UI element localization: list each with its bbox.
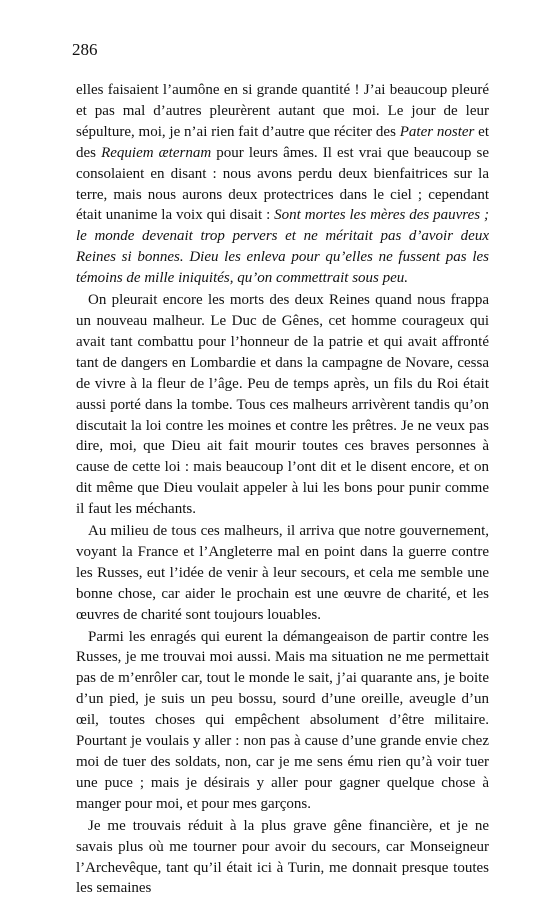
body-text xyxy=(76,80,489,899)
italic-text: Requiem æternam xyxy=(101,144,212,161)
paragraph xyxy=(76,627,489,815)
paragraph xyxy=(76,521,489,626)
paragraph-text: elles faisaient l’aumône en si grande quantité ! J’ai beaucoup pleuré et pas mal d’autres pleurèrent autant que moi. Le jour de leur sépulture, moi, je n’ai rien fait d’autre que réciter des xyxy=(76,82,489,140)
italic-text: Pater noster xyxy=(399,123,475,140)
paragraph xyxy=(76,290,489,520)
paragraph xyxy=(76,816,489,899)
paragraph-text: Au milieu de tous ces malheurs, il arriva que notre gouvernement, voyant la France et l’Angleterre mal en point dans la guerre contre les Russes, eut l’idée de venir à leur secours, et cela me semble une bonne chose, car aider le prochain est une œuvre de charité, et les œuvres de charité sont toujours louables. xyxy=(76,523,489,623)
paragraph xyxy=(76,80,489,289)
page-number: 286 xyxy=(72,40,98,59)
paragraph-text: Je me trouvais réduit à la plus grave gêne financière, et je ne savais plus où me tourner pour avoir du secours, car Monseigneur l’Archevêque, tant qu’il était ici à Turin, me donnait presque toutes les semaines xyxy=(76,817,489,897)
paragraph-text: Parmi les enragés qui eurent la démangeaison de partir contre les Russes, je me trouvai moi aussi. Mais ma situation ne me permettait pas de m’enrôler car, tout le monde le sait, j’ai quarante ans, je boite d’un pied, je suis un peu bossu, sourd d’une oreille, aveugle d’un œil, toutes choses qui empêchent absolument d’être militaire. Pourtant je voulais y aller : non pas à cause d’une grande envie chez moi de tuer des soldats, non, car je me sens ému rien qu’à voir tuer une puce ; mais je désirais y aller pour gagner quelque chose à manger pour moi, et pour mes garçons. xyxy=(76,628,489,812)
italic-text: Sont mortes les mères des pauvres ; le monde devenait trop pervers et ne méritait pas d’avoir deux Reines si bonnes. Dieu les enleva pour qu’elles ne fussent pas les témoins de mille iniquités, qu’on commettrait sous peu. xyxy=(76,207,489,287)
paragraph-text: pour leurs âmes. Il est vrai que beaucoup se consolaient en disant : nous avons perdu deux bienfaitrices sur la terre, mais nous aurons deux protectrices dans le ciel ; cependant était unanime la voix qui disait : xyxy=(76,144,489,224)
paragraph-text: On pleurait encore les morts des deux Reines quand nous frappa un nouveau malheur. Le Duc de Gênes, cet homme courageux qui avait tant combattu pour l’honneur de la patrie et qui avait affronté tant de dangers en Lombardie et dans la campagne de Novare, cessa de vivre à la fleur de l’âge. Peu de temps après, un fils du Roi était aussi porté dans la tombe. Tous ces malheurs arrivèrent tandis qu’on discutait la loi contre les moines et contre les prêtres. Je ne veux pas dire, moi, que Dieu ait fait mourir toutes ces braves personnes à cause de cette loi : mais beaucoup l’ont dit et le disent encore, et on dit même que Dieu voulait appeler à lui les bons pour punir comme il faut les méchants. xyxy=(76,292,489,518)
paragraph-text: et des xyxy=(76,123,490,161)
